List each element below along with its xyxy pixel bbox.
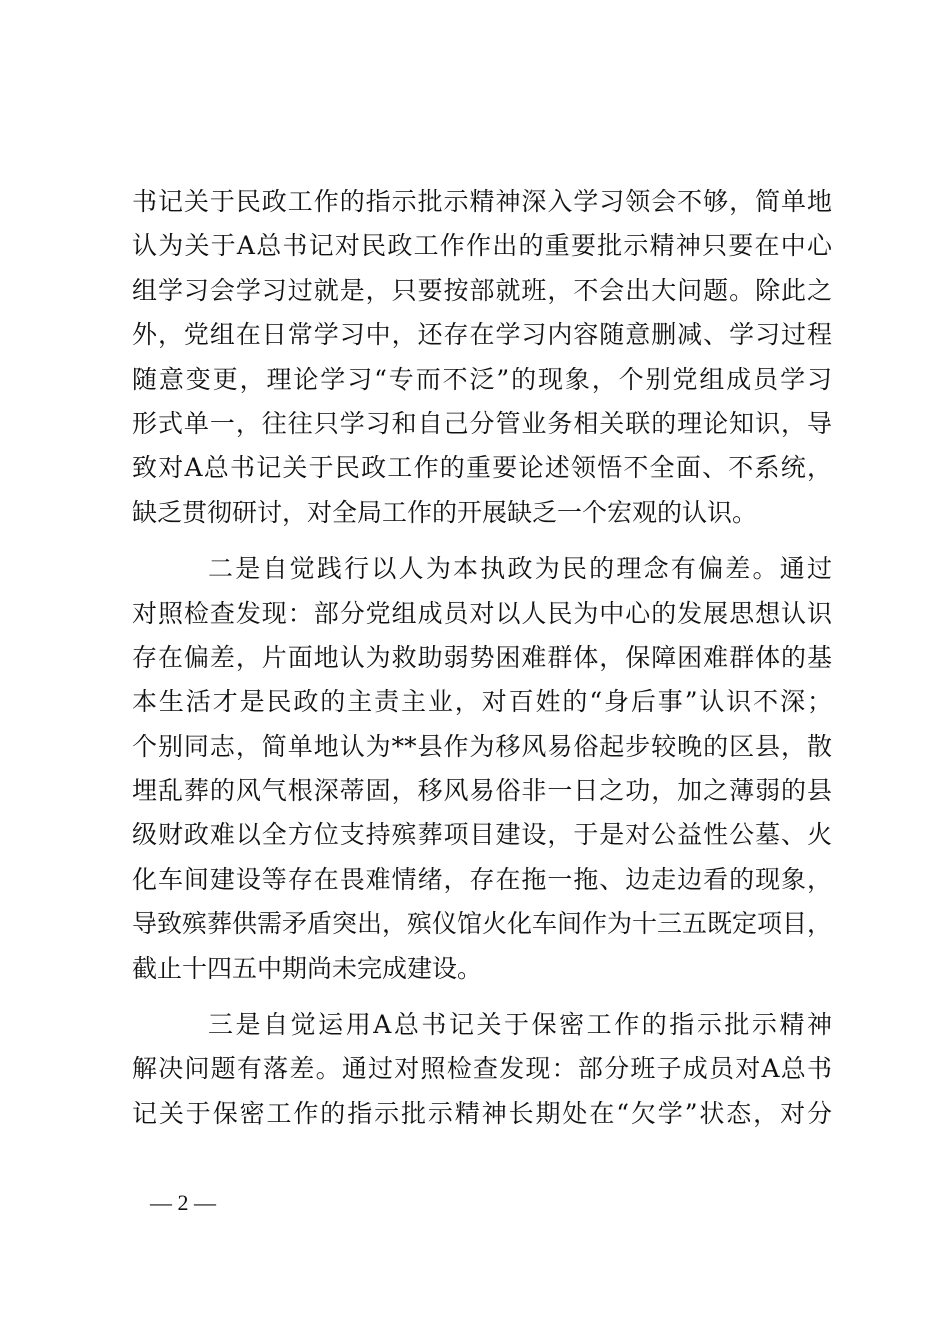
text-line: 形式单一，往往只学习和自己分管业务相关联的理论知识，导 [132, 408, 832, 438]
text-line: 二是自觉践行以人为本执政为民的理念有偏差。通过 [208, 554, 832, 584]
text-line: 个别同志，简单地认为**县作为移风易俗起步较晚的区县，散 [132, 731, 832, 761]
text-line: 随意变更，理论学习“专而不泛”的现象，个别党组成员学习 [132, 364, 832, 394]
text-line: 认为关于A总书记对民政工作作出的重要批示精神只要在中心 [132, 231, 832, 261]
text-line: 导致殡葬供需矛盾突出，殡仪馆火化车间作为十三五既定项目， [132, 909, 833, 939]
text-line: 埋乱葬的风气根深蒂固，移风易俗非一日之功，加之薄弱的县 [132, 776, 832, 806]
text-line: 存在偏差，片面地认为救助弱势困难群体，保障困难群体的基 [132, 642, 832, 672]
text-line: 对照检查发现：部分党组成员对以人民为中心的发展思想认识 [132, 598, 832, 628]
text-line: 缺乏贯彻研讨，对全局工作的开展缺乏一个宏观的认识。 [132, 497, 758, 527]
text-line: 级财政难以全方位支持殡葬项目建设，于是对公益性公墓、火 [132, 820, 832, 850]
paragraph-1 [132, 180, 832, 535]
text-line: 截止十四五中期尚未完成建设。 [132, 953, 483, 983]
document-body [132, 180, 832, 1136]
text-line: 组学习会学习过就是，只要按部就班，不会出大问题。除此之 [132, 275, 832, 305]
text-line: 记关于保密工作的指示批示精神长期处在“欠学”状态，对分 [132, 1098, 832, 1128]
paragraph-3 [132, 1003, 832, 1136]
paragraph-spacing [132, 991, 832, 1003]
text-line: 解决问题有落差。通过对照检查发现：部分班子成员对A总书 [132, 1054, 832, 1084]
paragraph-2 [132, 547, 832, 991]
text-line: 化车间建设等存在畏难情绪，存在拖一拖、边走边看的现象， [132, 864, 832, 894]
text-line: 外，党组在日常学习中，还存在学习内容随意删减、学习过程 [132, 320, 832, 350]
text-line: 本生活才是民政的主责主业，对百姓的“身后事”认识不深； [132, 687, 832, 717]
text-line: 三是自觉运用A总书记关于保密工作的指示批示精神 [208, 1010, 832, 1040]
text-line: 致对A总书记关于民政工作的重要论述领悟不全面、不系统， [132, 453, 832, 483]
paragraph-spacing [132, 535, 832, 547]
text-line: 书记关于民政工作的指示批示精神深入学习领会不够，简单地 [132, 187, 832, 216]
page-number: — 2 — [150, 1190, 216, 1215]
